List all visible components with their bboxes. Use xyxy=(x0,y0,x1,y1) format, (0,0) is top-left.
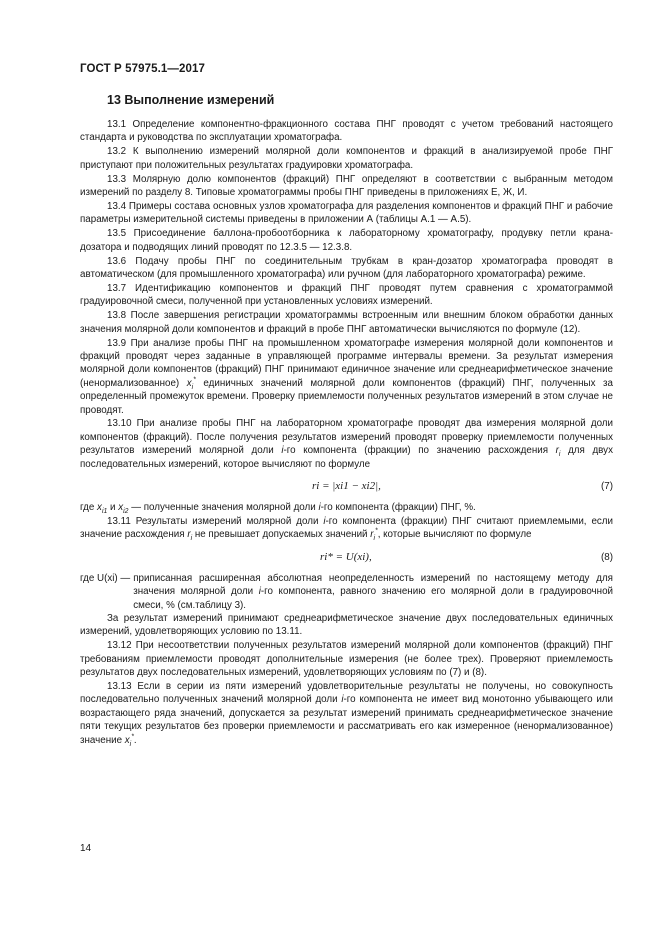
document-code: ГОСТ Р 57975.1—2017 xyxy=(80,63,205,75)
paragraph-result: За результат измерений принимают среднеарифметическое значение двух последовательных единичных измерений, удовлетворяющих условию по 13.11. xyxy=(80,613,613,638)
paragraph-13-12: 13.12 При несоответствии полученных результатов измерений молярной доли компонентов (фракций) ПНГ требованиям приемлемости проводят дополнительные измерения (не более трех). Проверяют приемлемость результатов двух последовательных измерений, удовлетворяющих условиям по (7) и (8). xyxy=(80,640,613,679)
section-title: 13 Выполнение измерений xyxy=(107,93,275,107)
paragraph-13-6: 13.6 Подачу пробы ПНГ по соединительным трубкам в кран-дозатор хроматографа проводят в автоматическом (для промышленного хроматографа) или ручном (для лабораторного хроматографа) режиме. xyxy=(80,255,613,280)
paragraph-13-5: 13.5 Присоединение баллона-пробоотборника к лабораторному хроматографу, продувку петли крана-дозатора и подводящих линий проводят по 12.3.5 — 12.3.8. xyxy=(80,228,613,253)
symbol-x-star: $x_i^*$ xyxy=(186,376,196,391)
equation-8-number: (8) xyxy=(601,551,613,563)
paragraph-13-10: 13.10 При анализе пробы ПНГ на лабораторном хроматографе проводят два измерения молярной доли компонентов (фракций). После получения результатов измерений проводят проверку приемлемости полученных результатов измерений молярной доли i-го компонента (фракции) по значению расхождения $r_i$ для двух последовательных измерений, которое вычисляют по формуле xyxy=(80,418,613,470)
paragraph-13-7: 13.7 Идентификацию компонентов и фракций ПНГ проводят путем сравнения с хроматограммой градуировочной смеси, полученной при установленных условиях измерений. xyxy=(80,282,613,308)
paragraph-13-1: 13.1 Определение компонентно-фракционного состава ПНГ проводят с учетом требований настоящего стандарта и руководства по эксплуатации хроматографа. xyxy=(80,119,613,144)
paragraph-13-13: 13.13 Если в серии из пяти измерений удовлетворительные результаты не получены, но совокупность последовательно полученных значений молярной доли i-го компонента не имеет вид монотонно убывающего или возрастающего ряда значений, допускается за результат измерений принимать среднеарифметическое значение пяти текущих результатов без проверки приемлемости и рассматривать его как измеренное (ненормализованное) значение $x_i^*$. xyxy=(80,681,613,748)
body-text xyxy=(80,118,613,747)
paragraph-13-8: 13.8 После завершения регистрации хроматограммы встроенным или внешним блоком обработки данных значения молярной доли компонентов и фракций в пробе ПНГ автоматически вычисляются по формуле (12). xyxy=(80,310,613,335)
paragraph-13-4: 13.4 Примеры состава основных узлов хроматографа для разделения компонентов и фракций ПНГ и рабочие параметры измерительной системы приведены в приложении А (таблицы А.1 — А.5). xyxy=(80,200,613,226)
paragraph-13-11: 13.11 Результаты измерений молярной доли i-го компонента (фракции) ПНГ считают приемлемыми, если значение расхождения $r_i$ не превышает допускаемых значений $r_i^*$, которые вычисляют по формуле xyxy=(80,515,613,543)
equation-8 xyxy=(80,548,613,568)
paragraph-13-9: 13.9 При анализе пробы ПНГ на промышленном хроматографе измерения молярной доли компонентов и фракций проводят через заданные в управляющей программе интервалы времени. За результат измерения молярной доли компонентов (фракций) ПНГ принимают единичное значение или среднеарифметическое значение (ненормализованное) $x_i^*$ единичных значений молярной доли компонентов (фракций) ПНГ, полученных за определенный промежуток времени. Проверку приемлемости полученных результатов измерений в этом случае не проводят. xyxy=(80,337,613,416)
where-clause-7: где $x_{i1}$ и $x_{i2}$ — полученные значения молярной доли i-го компонента (фракции) ПНГ, %. xyxy=(80,502,476,516)
paragraph-13-3: 13.3 Молярную долю компонентов (фракций) ПНГ определяют в соответствии с выбранным методом измерений по разделу 8. Типовые хроматограммы пробы ПНГ приведены в приложениях Е, Ж, И. xyxy=(80,173,613,199)
page-number: 14 xyxy=(80,843,92,854)
equation-7-number: (7) xyxy=(601,481,613,493)
equation-8-formula: ri* = U(xi), xyxy=(320,550,372,563)
symbol-r-i: $r_i$ xyxy=(555,445,561,459)
equation-7 xyxy=(80,477,613,497)
paragraph-13-2: 13.2 К выполнению измерений молярной доли компонентов и фракций в анализируемой пробе ПНГ приступают при положительных результатах градуировки хроматографа. xyxy=(80,146,613,171)
equation-7-formula: ri = |xi1 − xi2|, xyxy=(312,480,381,493)
where-clause-8: где U(xi) — приписанная расширенная абсолютная неопределенность измерений по настоящему методу для значения молярной доли i-го компонента, равного значению его молярной доли в градуировочной смеси, % (см.таблицу 3). xyxy=(80,572,613,611)
